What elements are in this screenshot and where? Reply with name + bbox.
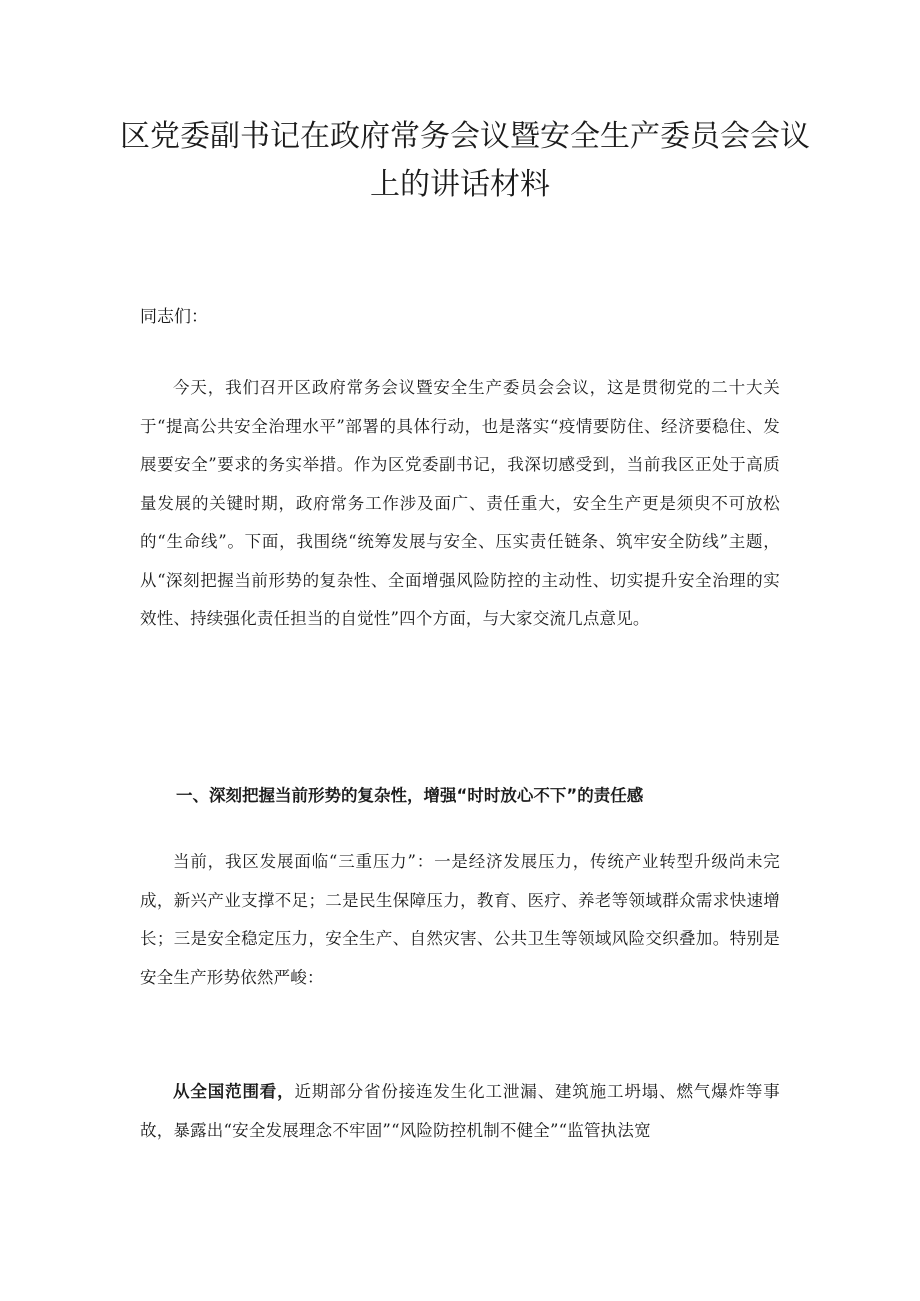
paragraph-national-scope — [140, 1073, 780, 1150]
document-title-line-1: 区党委副书记在政府常务会议暨安全生产委员会会议 — [120, 119, 810, 154]
paragraph-lead-phrase: 从全国范围看， — [173, 1082, 295, 1101]
section-heading-1: 一、深刻把握当前形势的复杂性，增强“时时放心不下”的责任感 — [176, 786, 644, 805]
paragraph-situation: 当前，我区发展面临“三重压力”：一是经济发展压力，传统产业转型升级尚未完成，新兴产业支撑不足；二是民生保障压力，教育、医疗、养老等领域群众需求快速增长；三是安全稳定压力，安全生产、自然灾害、公共卫生等领域风险交织叠加。特别是安全生产形势依然严峻： — [140, 852, 780, 987]
paragraph-opening: 今天，我们召开区政府常务会议暨安全生产委员会会议，这是贯彻党的二十大关于“提高公共安全治理水平”部署的具体行动，也是落实“疫情要防住、经济要稳住、发展要安全”要求的务实举措。作为区党委副书记，我深切感受到，当前我区正处于高质量发展的关键时期，政府常务工作涉及面广、责任重大，安全生产更是须臾不可放松的“生命线”。下面，我围绕“统筹发展与安全、压实责任链条、筑牢安全防线”主题，从“深刻把握当前形势的复杂性、全面增强风险防控的主动性、切实提升安全治理的实效性、持续强化责任担当的自觉性”四个方面，与大家交流几点意见。 — [140, 378, 780, 628]
document-title-line-2: 上的讲话材料 — [370, 167, 550, 202]
paragraph-body-text: 近期部分省份接连发生化工泄漏、建筑施工坍塌、燃气爆炸等事故，暴露出“安全发展理念不牢固”“风险防控机制不健全”“监管执法宽 — [140, 1082, 780, 1140]
salutation: 同志们： — [140, 307, 208, 327]
